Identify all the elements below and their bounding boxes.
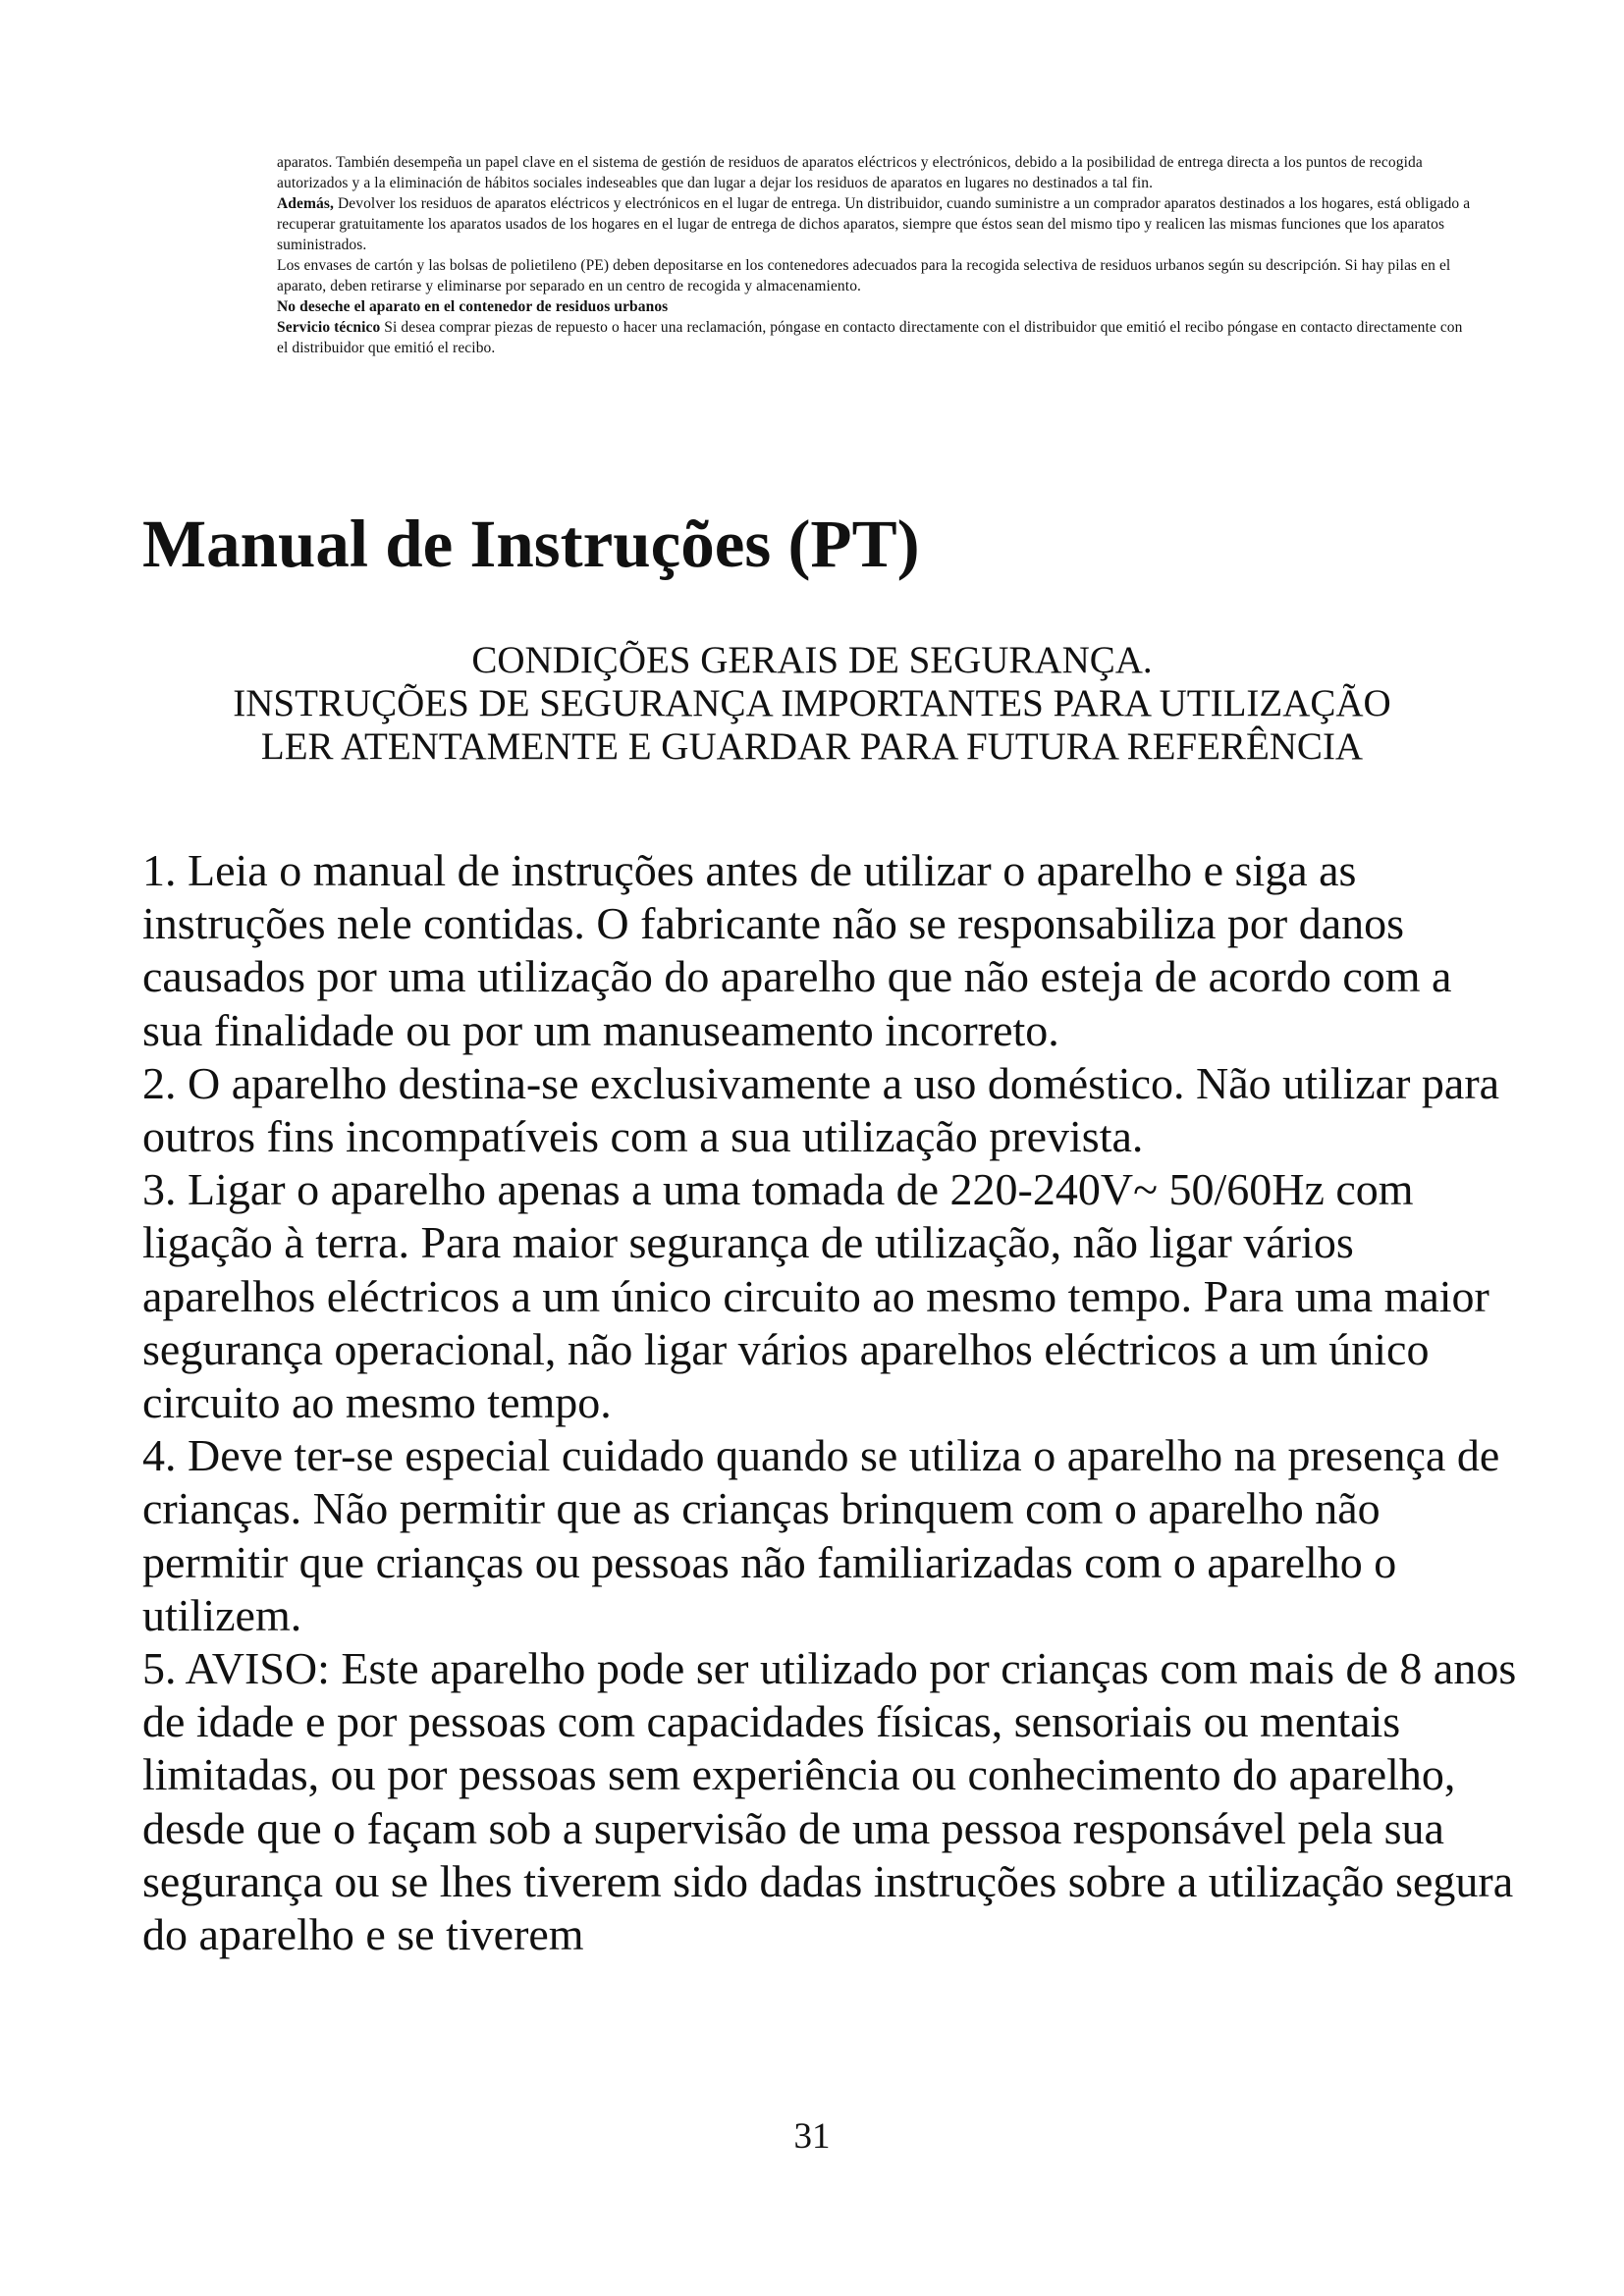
- manual-title: Manual de Instruções (PT): [142, 507, 920, 581]
- instruction-item-1: 1. Leia o manual de instruções antes de utilizar o aparelho e siga as instruções nele contidas. O fabricante não se responsabiliza por danos causados por uma utilização do aparelho que não esteja de acordo com a sua finalidade ou por um manuseamento incorreto.: [142, 845, 1452, 1055]
- spanish-warning-text: No deseche el aparato en el contenedor de residuos urbanos: [277, 298, 669, 315]
- instructions-list: [142, 844, 1517, 1961]
- spanish-paragraph-return-text: Devolver los residuos de aparatos eléctricos y electrónicos en el lugar de entrega. Un distribuidor, cuando suministre a un comprador aparatos destinados a los hogares, está obligado a recuperar gratuitamente los aparatos usados de los hogares en el lugar de entrega de dichos aparatos, siempre que éstos sean del mismo tipo y realicen las mismas funciones que los aparatos suministrados.: [277, 195, 1471, 253]
- safety-heading-important: INSTRUÇÕES DE SEGURANÇA IMPORTANTES PARA UTILIZAÇÃO: [233, 682, 1391, 724]
- spanish-paragraph-service: [277, 317, 1475, 358]
- safety-headings: [98, 639, 1526, 769]
- spanish-paragraph-service-lead: Servicio técnico: [277, 319, 381, 336]
- safety-heading-read: LER ATENTAMENTE E GUARDAR PARA FUTURA REFERÊNCIA: [260, 725, 1364, 768]
- instruction-item-3: 3. Ligar o aparelho apenas a uma tomada de 220-240V~ 50/60Hz com ligação à terra. Para maior segurança de utilização, não ligar vários aparelhos eléctricos a um único circuito ao mesmo tempo. Para uma maior segurança operacional, não ligar vários aparelhos eléctricos a um único circuito ao mesmo tempo.: [142, 1164, 1489, 1428]
- safety-heading-general: CONDIÇÕES GERAIS DE SEGURANÇA.: [471, 639, 1153, 681]
- spanish-paragraph-warning: [277, 296, 1475, 317]
- spanish-paragraph-return: [277, 193, 1475, 255]
- instruction-item-4: 4. Deve ter-se especial cuidado quando se utiliza o aparelho na presença de crianças. Não permitir que as crianças brinquem com o aparelho não permitir que crianças ou pessoas não familiarizadas com o aparelho o utilizem.: [142, 1430, 1500, 1640]
- instruction-item-2: 2. O aparelho destina-se exclusivamente a uso doméstico. Não utilizar para outros fins incompatíveis com a sua utilização prevista.: [142, 1057, 1500, 1162]
- spanish-paragraph-packaging: Los envases de cartón y las bolsas de polietileno (PE) deben depositarse en los contenedores adecuados para la recogida selectiva de residuos urbanos según su descripción. Si hay pilas en el aparato, deben retirarse y eliminarse por separado en un centro de recogida y almacenamiento.: [277, 257, 1451, 294]
- page-number: 31: [793, 2116, 831, 2157]
- spanish-disposal-section: [277, 152, 1475, 358]
- spanish-paragraph-return-lead: Además,: [277, 195, 334, 212]
- spanish-paragraph-disposal: aparatos. También desempeña un papel clave en el sistema de gestión de residuos de aparatos eléctricos y electrónicos, debido a la posibilidad de entrega directa a los puntos de recogida autorizados y a la eliminación de hábitos sociales indeseables que dan lugar a dejar los residuos de aparatos en lugares no destinados a tal fin.: [277, 154, 1423, 191]
- spanish-paragraph-service-text: Si desea comprar piezas de repuesto o hacer una reclamación, póngase en contacto directamente con el distribuidor que emitió el recibo póngase en contacto directamente con el distribuidor que emitió el recibo.: [277, 319, 1463, 356]
- instruction-item-5: 5. AVISO: Este aparelho pode ser utilizado por crianças com mais de 8 anos de idade e por pessoas com capacidades físicas, sensoriais ou mentais limitadas, ou por pessoas sem experiência ou conhecimento do aparelho, desde que o façam sob a supervisão de uma pessoa responsável pela sua segurança ou se lhes tiverem sido dadas instruções sobre a utilização segura do aparelho e se tiverem: [142, 1643, 1517, 1960]
